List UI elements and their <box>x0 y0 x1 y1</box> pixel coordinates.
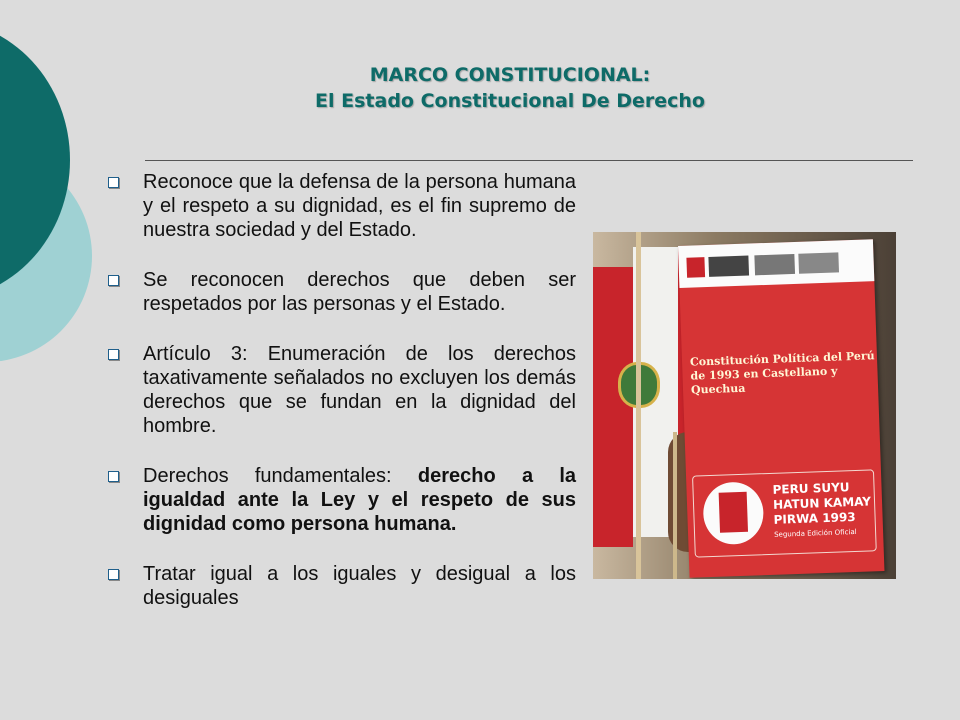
square-bullet-icon <box>108 177 119 188</box>
book-edition: Segunda Edición Oficial <box>773 527 857 539</box>
title-line-2: El Estado Constitucional De Derecho <box>315 90 705 112</box>
bullet-list <box>108 170 576 610</box>
peru-logo-icon <box>686 257 705 278</box>
flag-pole <box>636 232 641 579</box>
book-header <box>678 239 874 288</box>
square-bullet-icon <box>108 275 119 286</box>
bullet-item <box>108 562 576 610</box>
ministry-logo-icon <box>798 252 839 273</box>
book-emblem-icon <box>719 492 748 533</box>
bullet-text: Artículo 3: Enumeración de los derechos taxativamente señalados no excluyen los demás derechos que se fundan en la dignidad del hombre. <box>143 343 576 437</box>
square-bullet-icon <box>108 349 119 360</box>
bullet-text: Reconoce que la defensa de la persona humana y el respeto a su dignidad, es el fin supremo de nuestra sociedad y del Estado. <box>143 171 576 241</box>
bullet-item <box>108 268 576 316</box>
bullet-text <box>143 464 576 536</box>
bullet-item <box>108 342 576 438</box>
constitution-book <box>678 239 884 578</box>
ministry-logo-icon <box>754 254 795 275</box>
bullet-text: Tratar igual a los iguales y desigual a los desiguales <box>143 563 576 609</box>
bullet-text: Se reconocen derechos que deben ser respetados por las personas y el Estado. <box>143 269 576 315</box>
book-subtitle: PERU SUYU HATUN KAMAY PIRWA 1993 <box>772 480 872 527</box>
square-bullet-icon <box>108 569 119 580</box>
ministry-logo-icon <box>708 256 749 277</box>
bullet-item <box>108 170 576 242</box>
bullet-text-plain: Derechos fundamentales: <box>143 465 418 487</box>
bullet-item <box>108 464 576 536</box>
title-line-1: MARCO CONSTITUCIONAL: <box>369 64 651 86</box>
book-title: Constitución Política del Perú de 1993 en Castellano y Quechua <box>689 349 875 397</box>
title-divider <box>145 160 913 161</box>
bullet-text-bold: derecho a la igualdad ante la Ley y el respeto de sus dignidad como persona humana. <box>143 465 576 535</box>
flag-pole <box>673 432 677 579</box>
slide-title <box>230 62 790 114</box>
square-bullet-icon <box>108 471 119 482</box>
constitution-photo <box>593 232 896 579</box>
peru-flag-stripe-left <box>593 267 633 547</box>
